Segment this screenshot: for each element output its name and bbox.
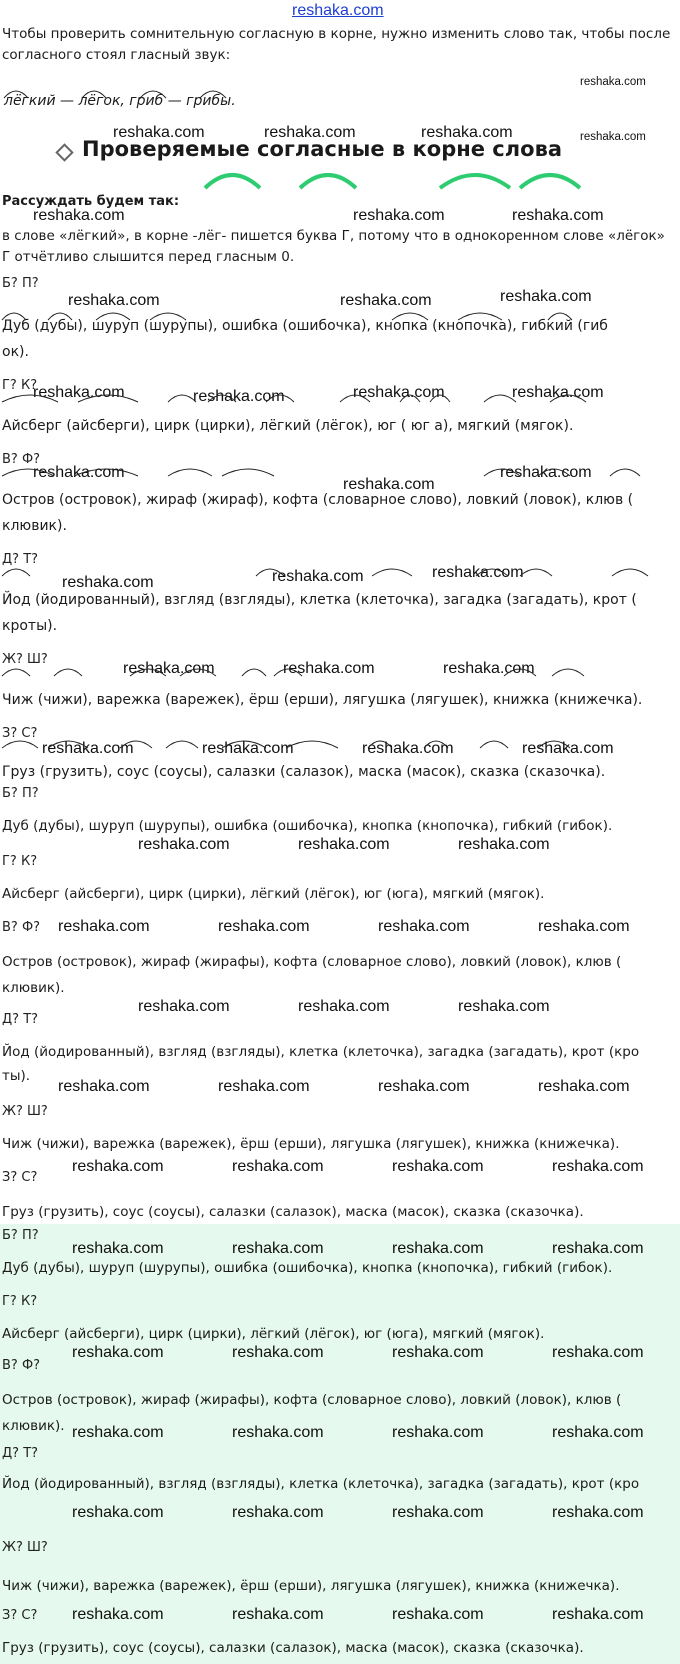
watermark: reshaka.com: [298, 998, 390, 1015]
watermark: reshaka.com: [458, 836, 550, 853]
watermark: reshaka.com: [458, 998, 550, 1015]
question-v-f-3: В? Ф?: [2, 1358, 41, 1373]
watermark: reshaka.com: [218, 1078, 310, 1095]
watermark: reshaka.com: [42, 740, 134, 757]
watermark: reshaka.com: [362, 740, 454, 757]
question-v-f: В? Ф?: [2, 452, 41, 467]
watermark: reshaka.com: [232, 1158, 324, 1175]
watermark: reshaka.com: [432, 564, 524, 581]
watermark: reshaka.com: [232, 1240, 324, 1257]
line-v-2: Остров (островок), жираф (жирафы), кофта (словарное слово), ловкий (ловок), клюв (: [2, 954, 622, 970]
watermark: reshaka.com: [232, 1424, 324, 1441]
question-g-k-3: Г? К?: [2, 1294, 38, 1309]
question-zh-sh-3: Ж? Ш?: [2, 1540, 48, 1555]
watermark: reshaka.com: [552, 1606, 644, 1623]
watermark: reshaka.com: [298, 836, 390, 853]
question-g-k-2: Г? К?: [2, 854, 38, 869]
intro-example: лёгкий — лёгок, гриб — грибы.: [4, 93, 236, 109]
question-zh-sh-2: Ж? Ш?: [2, 1104, 48, 1119]
watermark: reshaka.com: [33, 464, 125, 481]
watermark: reshaka.com: [580, 131, 646, 143]
watermark: reshaka.com: [218, 918, 310, 935]
question-z-s: З? С?: [2, 726, 38, 741]
watermark: reshaka.com: [512, 384, 604, 401]
watermark: reshaka.com: [538, 918, 630, 935]
watermark: reshaka.com: [264, 124, 356, 141]
watermark: reshaka.com: [72, 1606, 164, 1623]
intro-text: Чтобы проверить сомнительную согласную в корне, нужно изменить слово так, чтобы после согласного стоял гласный звук:: [2, 26, 671, 63]
question-z-s-2: З? С?: [2, 1170, 38, 1185]
watermark: reshaka.com: [552, 1424, 644, 1441]
diamond-icon: [55, 143, 73, 161]
watermark: reshaka.com: [378, 1078, 470, 1095]
line-d-3: Йод (йодированный), взгляд (взгляды), клетка (клеточка), загадка (загадать), крот (кро: [2, 1476, 640, 1492]
line-g-2: Айсберг (айсберги), цирк (цирки), лёгкий (лёгок), юг (юга), мягкий (мягок).: [2, 886, 545, 902]
watermark: reshaka.com: [580, 76, 646, 88]
question-b-p-2: Б? П?: [2, 786, 39, 801]
watermark: reshaka.com: [378, 918, 470, 935]
watermark: reshaka.com: [72, 1344, 164, 1361]
question-d-t-3: Д? Т?: [2, 1446, 39, 1461]
watermark: reshaka.com: [343, 476, 435, 493]
watermark: reshaka.com: [392, 1344, 484, 1361]
watermark: reshaka.com: [512, 207, 604, 224]
watermark: reshaka.com: [68, 292, 160, 309]
watermark: reshaka.com: [33, 384, 125, 401]
line-d: Йод (йодированный), взгляд (взгляды), клетка (клеточка), загадка (загадать), крот (: [2, 592, 637, 608]
question-b-p: Б? П?: [2, 276, 39, 291]
watermark: reshaka.com: [123, 660, 215, 677]
root-arcs: [0, 300, 680, 800]
watermark: reshaka.com: [232, 1606, 324, 1623]
watermark: reshaka.com: [552, 1240, 644, 1257]
question-b-p-3: Б? П?: [2, 1228, 39, 1243]
watermark: reshaka.com: [392, 1240, 484, 1257]
line-z: Груз (грузить), соус (соусы), салазки (салазок), маска (масок), сказка (сказочка).: [2, 764, 606, 780]
line-d-2: Йод (йодированный), взгляд (взгляды), клетка (клеточка), загадка (загадать), крот (кро: [2, 1044, 640, 1060]
watermark: reshaka.com: [72, 1240, 164, 1257]
watermark: reshaka.com: [421, 124, 513, 141]
watermark: reshaka.com: [202, 740, 294, 757]
watermark: reshaka.com: [392, 1424, 484, 1441]
watermark: reshaka.com: [392, 1158, 484, 1175]
line-zh-3: Чиж (чижи), варежка (варежек), ёрш (ерши), лягушка (лягушек), книжка (книжечка).: [2, 1578, 620, 1594]
line-b-3: Дуб (дубы), шуруп (шурупы), ошибка (ошибочка), кнопка (кнопочка), гибкий (гибок).: [2, 1260, 613, 1276]
watermark: reshaka.com: [232, 1344, 324, 1361]
example-arcs: [0, 82, 260, 102]
line-b: Дуб (дубы), шуруп (шурупы), ошибка (ошибочка), кнопка (кнопочка), гибкий (гиб: [2, 318, 608, 334]
page-title: Проверяемые согласные в корне слова: [82, 137, 563, 161]
watermark: reshaka.com: [272, 568, 364, 585]
watermark: reshaka.com: [353, 207, 445, 224]
line-z-2: Груз (грузить), соус (соусы), салазки (салазок), маска (масок), сказка (сказочка).: [2, 1204, 584, 1220]
watermark: reshaka.com: [232, 1504, 324, 1521]
watermark: reshaka.com: [72, 1158, 164, 1175]
line-d2: кроты).: [2, 618, 58, 634]
line-v-3: Остров (островок), жираф (жирафы), кофта (словарное слово), ловкий (ловок), клюв (: [2, 1392, 622, 1408]
question-d-t-2: Д? Т?: [2, 1012, 39, 1027]
line-v2: клювик).: [2, 518, 67, 534]
watermark: reshaka.com: [500, 464, 592, 481]
watermark: reshaka.com: [33, 207, 125, 224]
green-section: [0, 1224, 680, 1664]
watermark: reshaka.com: [138, 836, 230, 853]
line-v: Остров (островок), жираф (жираф), кофта (словарное слово), ловкий (ловок), клюв (: [2, 492, 634, 508]
watermark: reshaka.com: [538, 1078, 630, 1095]
question-zh-sh: Ж? Ш?: [2, 652, 48, 667]
reasoning-label: Рассуждать будем так:: [2, 194, 180, 209]
question-g-k: Г? К?: [2, 378, 38, 393]
reasoning-text: в слове «лёгкий», в корне -лёг- пишется буква Г, потому что в однокоренном слове «лёгок» Г отчётливо слышится перед гласным 0.: [2, 228, 665, 265]
watermark: reshaka.com: [552, 1344, 644, 1361]
line-g: Айсберг (айсберги), цирк (цирки), лёгкий (лёгок), юг ( юг а), мягкий (мягок).: [2, 418, 574, 434]
watermark: reshaka.com: [72, 1504, 164, 1521]
line-b2: ок).: [2, 344, 29, 360]
watermark: reshaka.com: [500, 288, 592, 305]
watermark: reshaka.com: [113, 124, 205, 141]
watermark: reshaka.com: [62, 574, 154, 591]
question-v-f-2: В? Ф?: [2, 920, 41, 935]
line-g-3: Айсберг (айсберги), цирк (цирки), лёгкий (лёгок), юг (юга), мягкий (мягок).: [2, 1326, 545, 1342]
watermark: reshaka.com: [392, 1504, 484, 1521]
site-link[interactable]: reshaka.com: [292, 2, 384, 19]
watermark: reshaka.com: [58, 918, 150, 935]
watermark: reshaka.com: [283, 660, 375, 677]
line-v2-3: клювик).: [2, 1418, 65, 1434]
watermark: reshaka.com: [72, 1424, 164, 1441]
watermark: reshaka.com: [138, 998, 230, 1015]
green-arcs: [0, 166, 680, 196]
question-d-t: Д? Т?: [2, 552, 39, 567]
watermark: reshaka.com: [340, 292, 432, 309]
line-b-2: Дуб (дубы), шуруп (шурупы), ошибка (ошибочка), кнопка (кнопочка), гибкий (гибок).: [2, 818, 613, 834]
watermark: reshaka.com: [552, 1504, 644, 1521]
watermark: reshaka.com: [522, 740, 614, 757]
question-z-s-3: З? С?: [2, 1608, 38, 1623]
line-zh: Чиж (чижи), варежка (варежек), ёрш (ерши), лягушка (лягушек), книжка (книжечка).: [2, 692, 643, 708]
watermark: reshaka.com: [58, 1078, 150, 1095]
line-v2-2: клювик).: [2, 980, 65, 996]
watermark: reshaka.com: [392, 1606, 484, 1623]
watermark: reshaka.com: [353, 384, 445, 401]
line-d2-2: ты).: [2, 1068, 31, 1084]
watermark: reshaka.com: [552, 1158, 644, 1175]
line-zh-2: Чиж (чижи), варежка (варежек), ёрш (ерши), лягушка (лягушек), книжка (книжечка).: [2, 1136, 620, 1152]
watermark: reshaka.com: [193, 388, 285, 405]
line-z-3: Груз (грузить), соус (соусы), салазки (салазок), маска (масок), сказка (сказочка).: [2, 1640, 584, 1656]
watermark: reshaka.com: [443, 660, 535, 677]
